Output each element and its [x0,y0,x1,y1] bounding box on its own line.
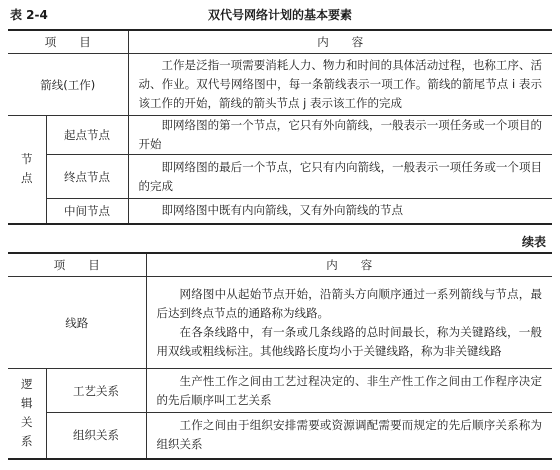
row-desc-end-node: 即网络图的最后一个节点，它只有内向箭线，一般表示一项任务或一个项目的完成 [128,155,552,199]
row-label-end-node: 终点节点 [46,155,128,199]
row-label-arrow: 箭线(工作) [8,54,128,116]
table-row [8,199,552,224]
table-row [8,155,552,199]
row-desc-tech: 生产性工作之间由工艺过程决定的、非生产性工作之间由工作程序决定的先后顺序叫工艺关系 [146,369,552,413]
table-row [8,277,552,369]
table-row [8,369,552,413]
group-label-node: 节点 [8,116,46,224]
group-label-logic: 逻辑关系 [8,369,46,459]
table-header-row [8,30,552,54]
row-label-route: 线路 [8,277,146,369]
row-desc-arrow: 工作是泛指一项需要消耗人力、物力和时间的具体活动过程，也称工序、活动、作业。双代号网络图中，每一条箭线表示一项工作。箭线的箭尾节点 i 表示该工作的开始，箭线的箭头节点 j 表示该工作的完成 [128,54,552,116]
basic-elements-table-continued [8,252,552,460]
row-label-org: 组织关系 [46,413,146,459]
row-label-start-node: 起点节点 [46,116,128,155]
row-desc-org: 工作之间由于组织安排需要或资源调配需要而规定的先后顺序关系称为组织关系 [146,413,552,459]
table-title: 双代号网络计划的基本要素 [207,8,352,22]
row-label-mid-node: 中间节点 [46,199,128,224]
table-row [8,413,552,459]
row-desc-route: 网络图中从起始节点开始，沿箭头方向顺序通过一系列箭线与节点，最后达到终点节点的通路称为线路。 在各条线路中，有一条或几条线路的总时间最长，称为关键路线，一般用双线或粗线标注。其他线路长度均小于关键线路，称为非关键线路 [146,277,552,369]
row-desc-mid-node: 即网络图中既有内向箭线，又有外向箭线的节点 [128,199,552,224]
header-item: 项 目 [8,253,146,277]
header-content: 内 容 [146,253,552,277]
header-item: 项 目 [8,30,128,54]
table-header-row [8,253,552,277]
table-number: 表 2-4 [10,8,48,22]
basic-elements-table [8,29,552,225]
continued-label: 续表 [521,235,546,249]
header-content: 内 容 [128,30,552,54]
row-desc-start-node: 即网络图的第一个节点，它只有外向箭线，一般表示一项任务或一个项目的开始 [128,116,552,155]
table-row [8,54,552,116]
table-row [8,116,552,155]
row-label-tech: 工艺关系 [46,369,146,413]
